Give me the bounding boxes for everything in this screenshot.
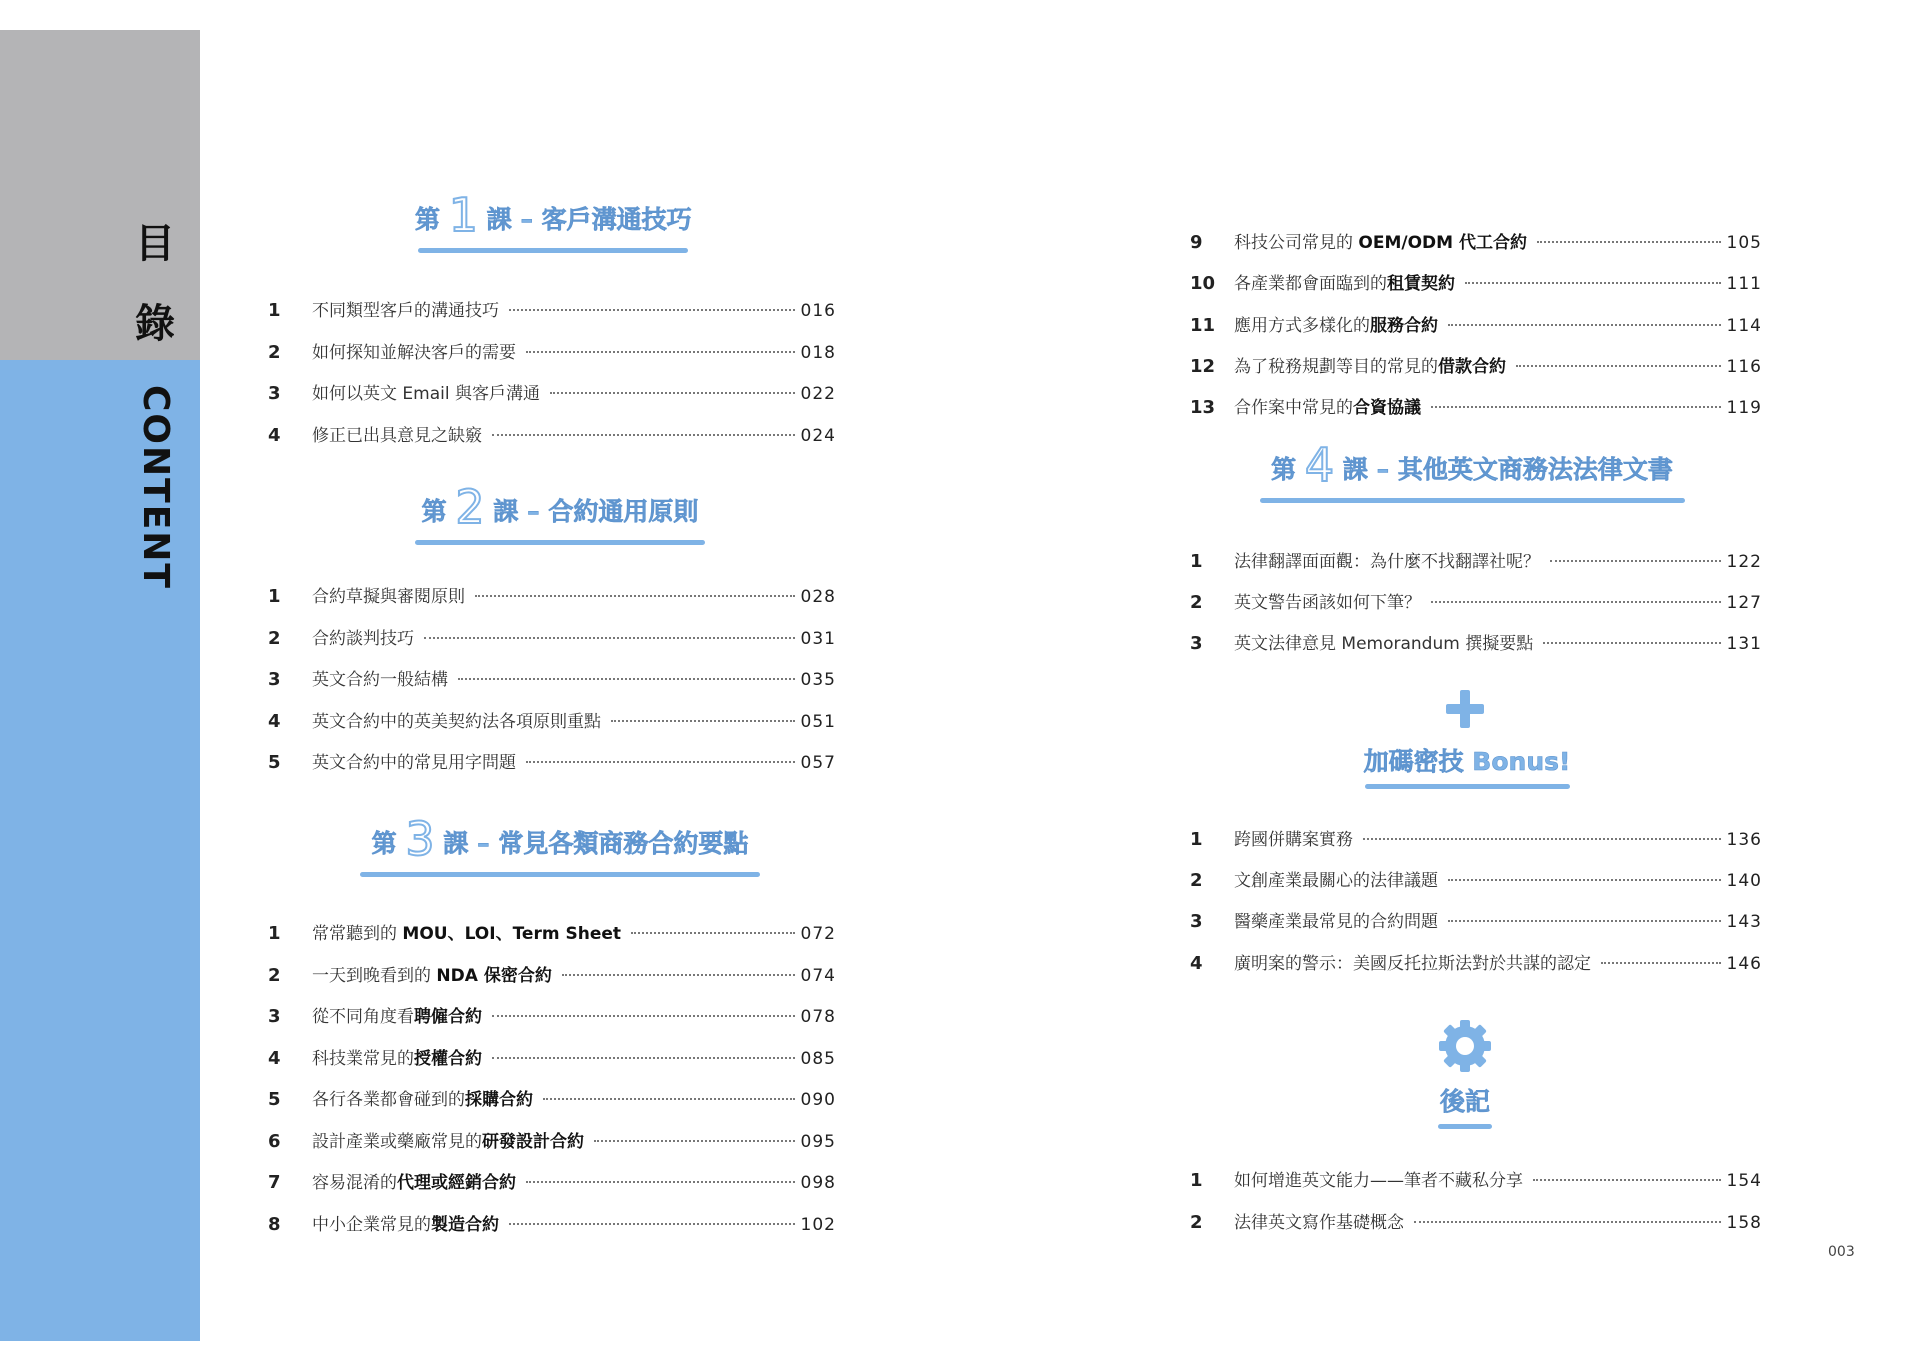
entry-page-number: 095 — [800, 1132, 836, 1152]
entry-number: 5 — [268, 1089, 281, 1110]
entry-number: 7 — [268, 1172, 281, 1193]
entry-number: 3 — [1190, 911, 1203, 932]
entry-page-number: 035 — [800, 670, 836, 690]
leader-dots — [509, 1223, 795, 1225]
entry-number: 3 — [268, 669, 281, 690]
entry-title-bold: MOU、LOI、Term Sheet — [402, 924, 621, 944]
toc-entry[interactable] — [1190, 588, 1762, 612]
entry-title-part: 文創產業最關心的法律議題 — [1234, 871, 1438, 891]
entry-page-number: 018 — [800, 343, 836, 363]
entry-page-number: 078 — [800, 1007, 836, 1027]
leader-dots — [1601, 962, 1721, 964]
leader-dots — [1537, 241, 1721, 243]
entry-title-bold: 研發設計合約 — [482, 1132, 584, 1152]
toc-entry[interactable] — [268, 961, 836, 985]
section-heading-lesson-1 — [415, 188, 690, 253]
toc-entry[interactable] — [1190, 866, 1762, 890]
entry-title-bold: 合資協議 — [1353, 398, 1421, 418]
entry-title-part: 各行各業都會碰到的 — [312, 1090, 465, 1110]
entry-title — [1234, 907, 1438, 932]
leader-dots — [550, 392, 795, 394]
entry-number: 13 — [1190, 397, 1216, 418]
toc-entry[interactable] — [1190, 269, 1762, 293]
entry-number: 1 — [268, 586, 281, 607]
toc-entry[interactable] — [268, 1085, 836, 1109]
entry-title-bold: OEM/ODM 代工合約 — [1358, 233, 1527, 253]
entry-page-number: 031 — [800, 629, 836, 649]
entry-title — [312, 1085, 533, 1110]
entry-title — [1234, 866, 1438, 891]
entry-page-number: 022 — [800, 384, 836, 404]
leader-dots — [526, 1181, 795, 1183]
leader-dots — [1533, 1179, 1721, 1181]
entry-page-number: 098 — [800, 1173, 836, 1193]
entry-title-part: 廣明案的警示：美國反托拉斯法對於共謀的認定 — [1234, 954, 1591, 974]
entry-page-number: 024 — [800, 426, 836, 446]
entry-title-part: 如何探知並解決客戶的需要 — [312, 343, 516, 363]
toc-entry[interactable] — [1190, 393, 1762, 417]
section-heading-text: 加碼密技 Bonus! — [1363, 747, 1571, 776]
leader-dots — [1431, 406, 1721, 408]
entry-number: 9 — [1190, 232, 1203, 253]
entry-title-part: 常常聽到的 — [312, 924, 403, 944]
toc-entry[interactable] — [1190, 547, 1762, 571]
section-heading-text: 第 3 課 – 常見各類商務合約要點 — [371, 812, 749, 866]
entry-title — [312, 1127, 584, 1152]
entry-number: 1 — [1190, 829, 1203, 850]
entry-page-number: 111 — [1726, 274, 1762, 294]
entry-title-bold: 採購合約 — [465, 1090, 533, 1110]
leader-dots — [458, 678, 795, 680]
entry-title-part: 英文法律意見 Memorandum 撰擬要點 — [1234, 634, 1534, 654]
toc-entry[interactable] — [1190, 352, 1762, 376]
entry-number: 2 — [1190, 592, 1203, 613]
entry-title-part: 為了稅務規劃等目的常見的 — [1234, 357, 1438, 377]
entry-page-number: 143 — [1726, 912, 1762, 932]
entry-title-part: 各產業都會面臨到的 — [1234, 274, 1387, 294]
entry-number: 11 — [1190, 315, 1216, 336]
toc-entry[interactable] — [268, 919, 836, 943]
entry-page-number: 051 — [800, 712, 836, 732]
entry-title — [312, 296, 499, 321]
side-title-mu: 目 — [135, 221, 175, 267]
entry-title-part: 醫藥產業最常見的合約問題 — [1234, 912, 1438, 932]
entry-number: 4 — [268, 1048, 281, 1069]
entry-page-number: 016 — [800, 301, 836, 321]
entry-page-number: 122 — [1726, 552, 1762, 572]
entry-title — [1234, 228, 1527, 253]
entry-title-bold: 借款合約 — [1438, 357, 1506, 377]
toc-entry[interactable] — [268, 1127, 836, 1151]
entry-page-number: 116 — [1726, 357, 1762, 377]
entry-title-part: 中小企業常見的 — [312, 1215, 431, 1235]
entry-page-number: 074 — [800, 966, 836, 986]
entry-number: 3 — [268, 1006, 281, 1027]
entry-title-bold: 授權合約 — [414, 1049, 482, 1069]
entry-title-part: 合約草擬與審閱原則 — [312, 587, 465, 607]
leader-dots — [492, 1057, 795, 1059]
entry-title — [1234, 311, 1438, 336]
entry-title-part: 修正已出具意見之缺竅 — [312, 426, 482, 446]
toc-entry[interactable] — [268, 707, 836, 731]
entry-title — [312, 707, 601, 732]
entry-title-part: 一天到晚看到的 — [312, 966, 437, 986]
leader-dots — [1431, 601, 1721, 603]
leader-dots — [611, 720, 795, 722]
entry-page-number: 119 — [1726, 398, 1762, 418]
entry-number: 1 — [268, 300, 281, 321]
entry-title-part: 法律翻譯面面觀：為什麼不找翻譯社呢？ — [1234, 552, 1540, 572]
toc-entry[interactable] — [268, 1044, 836, 1068]
entry-title-bold: 聘僱合約 — [414, 1007, 482, 1027]
leader-dots — [562, 974, 795, 976]
entry-title — [1234, 1166, 1523, 1191]
leader-dots — [475, 595, 795, 597]
plus-icon — [1444, 688, 1486, 730]
toc-entry[interactable] — [268, 421, 836, 445]
entry-title-bold: 代理或經銷合約 — [397, 1173, 516, 1193]
toc-entry[interactable] — [268, 665, 836, 689]
entry-number: 3 — [268, 383, 281, 404]
entry-title — [312, 421, 482, 446]
entry-title — [1234, 1208, 1404, 1233]
entry-title — [1234, 269, 1455, 294]
entry-number: 1 — [1190, 1170, 1203, 1191]
leader-dots — [509, 309, 795, 311]
entry-number: 2 — [268, 342, 281, 363]
section-underline — [1438, 1124, 1492, 1129]
entry-number: 2 — [1190, 1212, 1203, 1233]
leader-dots — [1448, 879, 1721, 881]
entry-number: 6 — [268, 1131, 281, 1152]
leader-dots — [492, 1015, 795, 1017]
entry-title-part: 英文合約一般結構 — [312, 670, 448, 690]
leader-dots — [1448, 920, 1721, 922]
entry-title — [1234, 588, 1421, 613]
section-heading-lesson-3 — [350, 812, 770, 877]
entry-number: 5 — [268, 752, 281, 773]
entry-title — [312, 961, 552, 986]
section-underline — [1260, 498, 1685, 503]
entry-title-bold: 租賃契約 — [1387, 274, 1455, 294]
entry-number: 3 — [1190, 633, 1203, 654]
toc-entry[interactable] — [1190, 228, 1762, 252]
entry-page-number: 028 — [800, 587, 836, 607]
toc-entry[interactable] — [268, 379, 836, 403]
entry-page-number: 102 — [800, 1215, 836, 1235]
leader-dots — [543, 1098, 795, 1100]
entry-title-bold: 服務合約 — [1370, 316, 1438, 336]
entry-page-number: 105 — [1726, 233, 1762, 253]
section-heading-bonus — [1362, 742, 1572, 789]
entry-title — [1234, 629, 1533, 654]
entry-title-part: 科技公司常見的 — [1234, 233, 1359, 253]
leader-dots — [1448, 324, 1721, 326]
entry-title — [312, 582, 465, 607]
toc-entry[interactable] — [268, 338, 836, 362]
entry-title — [312, 1210, 499, 1235]
leader-dots — [1465, 282, 1721, 284]
entry-title-bold: NDA 保密合約 — [436, 966, 552, 986]
entry-number: 1 — [268, 923, 281, 944]
entry-title-part: 如何增進英文能力——筆者不藏私分享 — [1234, 1171, 1523, 1191]
entry-title-part: 從不同角度看 — [312, 1007, 414, 1027]
leader-dots — [424, 637, 795, 639]
entry-title — [1234, 393, 1421, 418]
leader-dots — [1516, 365, 1721, 367]
toc-entry[interactable] — [268, 582, 836, 606]
entry-title — [312, 379, 540, 404]
entry-title-part: 英文警告函該如何下筆？ — [1234, 593, 1421, 613]
leader-dots — [594, 1140, 795, 1142]
entry-title — [312, 919, 621, 944]
toc-entry[interactable] — [268, 1168, 836, 1192]
entry-title — [312, 338, 516, 363]
entry-number: 4 — [268, 425, 281, 446]
toc-entry[interactable] — [1190, 629, 1762, 653]
entry-title-part: 英文合約中的英美契約法各項原則重點 — [312, 712, 601, 732]
toc-entry[interactable] — [1190, 825, 1762, 849]
entry-page-number: 136 — [1726, 830, 1762, 850]
entry-title — [312, 624, 414, 649]
entry-page-number: 154 — [1726, 1171, 1762, 1191]
entry-title — [312, 748, 516, 773]
toc-entry[interactable] — [1190, 311, 1762, 335]
leader-dots — [1414, 1221, 1721, 1223]
entry-title-part: 應用方式多樣化的 — [1234, 316, 1370, 336]
entry-title — [1234, 547, 1540, 572]
entry-page-number: 090 — [800, 1090, 836, 1110]
toc-entry[interactable] — [268, 296, 836, 320]
entry-title — [312, 665, 448, 690]
entry-title — [312, 1002, 482, 1027]
side-title-lu: 錄 — [135, 301, 175, 347]
toc-entry[interactable] — [1190, 1208, 1762, 1232]
section-heading-text: 後記 — [1439, 1087, 1490, 1116]
section-underline — [415, 540, 705, 545]
entry-title-part: 法律英文寫作基礎概念 — [1234, 1213, 1404, 1233]
entry-number: 12 — [1190, 356, 1216, 377]
page-number: 003 — [1828, 1244, 1855, 1260]
entry-title-part: 合約談判技巧 — [312, 629, 414, 649]
entry-number: 1 — [1190, 551, 1203, 572]
entry-title-part: 英文合約中的常見用字問題 — [312, 753, 516, 773]
entry-title-part: 科技業常見的 — [312, 1049, 414, 1069]
entry-title-part: 設計產業或藥廠常見的 — [312, 1132, 482, 1152]
leader-dots — [526, 761, 795, 763]
side-title-content: CONTENT — [135, 385, 176, 590]
toc-entry[interactable] — [1190, 949, 1762, 973]
section-underline — [418, 248, 688, 253]
section-heading-text: 第 4 課 – 其他英文商務法法律文書 — [1271, 438, 1673, 492]
section-heading-text: 第 1 課 – 客戶溝通技巧 — [415, 188, 692, 242]
toc-entry[interactable] — [1190, 1166, 1762, 1190]
leader-dots — [1363, 838, 1721, 840]
section-heading-afterword — [1420, 1082, 1510, 1129]
entry-title-part: 不同類型客戶的溝通技巧 — [312, 301, 499, 321]
entry-number: 8 — [268, 1214, 281, 1235]
section-heading-lesson-4 — [1252, 438, 1692, 503]
entry-title-part: 跨國併購案實務 — [1234, 830, 1353, 850]
entry-title — [1234, 825, 1353, 850]
entry-title — [1234, 352, 1506, 377]
entry-number: 10 — [1190, 273, 1216, 294]
entry-number: 4 — [1190, 953, 1203, 974]
entry-page-number: 072 — [800, 924, 836, 944]
toc-entry[interactable] — [1190, 907, 1762, 931]
leader-dots — [492, 434, 795, 436]
entry-title-bold: 製造合約 — [431, 1215, 499, 1235]
entry-page-number: 146 — [1726, 954, 1762, 974]
toc-entry[interactable] — [268, 624, 836, 648]
section-underline — [1365, 784, 1570, 789]
entry-page-number: 114 — [1726, 316, 1762, 336]
entry-title — [312, 1044, 482, 1069]
entry-number: 2 — [1190, 870, 1203, 891]
leader-dots — [526, 351, 795, 353]
leader-dots — [631, 932, 795, 934]
leader-dots — [1550, 560, 1721, 562]
entry-title-part: 合作案中常見的 — [1234, 398, 1353, 418]
entry-title — [1234, 949, 1591, 974]
section-underline — [360, 872, 760, 877]
entry-number: 2 — [268, 628, 281, 649]
section-heading-lesson-2 — [410, 480, 710, 545]
entry-page-number: 158 — [1726, 1213, 1762, 1233]
entry-number: 4 — [268, 711, 281, 732]
entry-page-number: 131 — [1726, 634, 1762, 654]
entry-title-part: 容易混淆的 — [312, 1173, 397, 1193]
entry-title — [312, 1168, 516, 1193]
toc-entry[interactable] — [268, 1002, 836, 1026]
entry-title-part: 如何以英文 Email 與客戶溝通 — [312, 384, 540, 404]
leader-dots — [1543, 642, 1720, 644]
entry-page-number: 140 — [1726, 871, 1762, 891]
toc-entry[interactable] — [268, 748, 836, 772]
gear-icon — [1437, 1018, 1493, 1074]
entry-page-number: 127 — [1726, 593, 1762, 613]
entry-page-number: 085 — [800, 1049, 836, 1069]
toc-entry[interactable] — [268, 1210, 836, 1234]
section-heading-text: 第 2 課 – 合約通用原則 — [421, 480, 699, 534]
entry-number: 2 — [268, 965, 281, 986]
entry-page-number: 057 — [800, 753, 836, 773]
